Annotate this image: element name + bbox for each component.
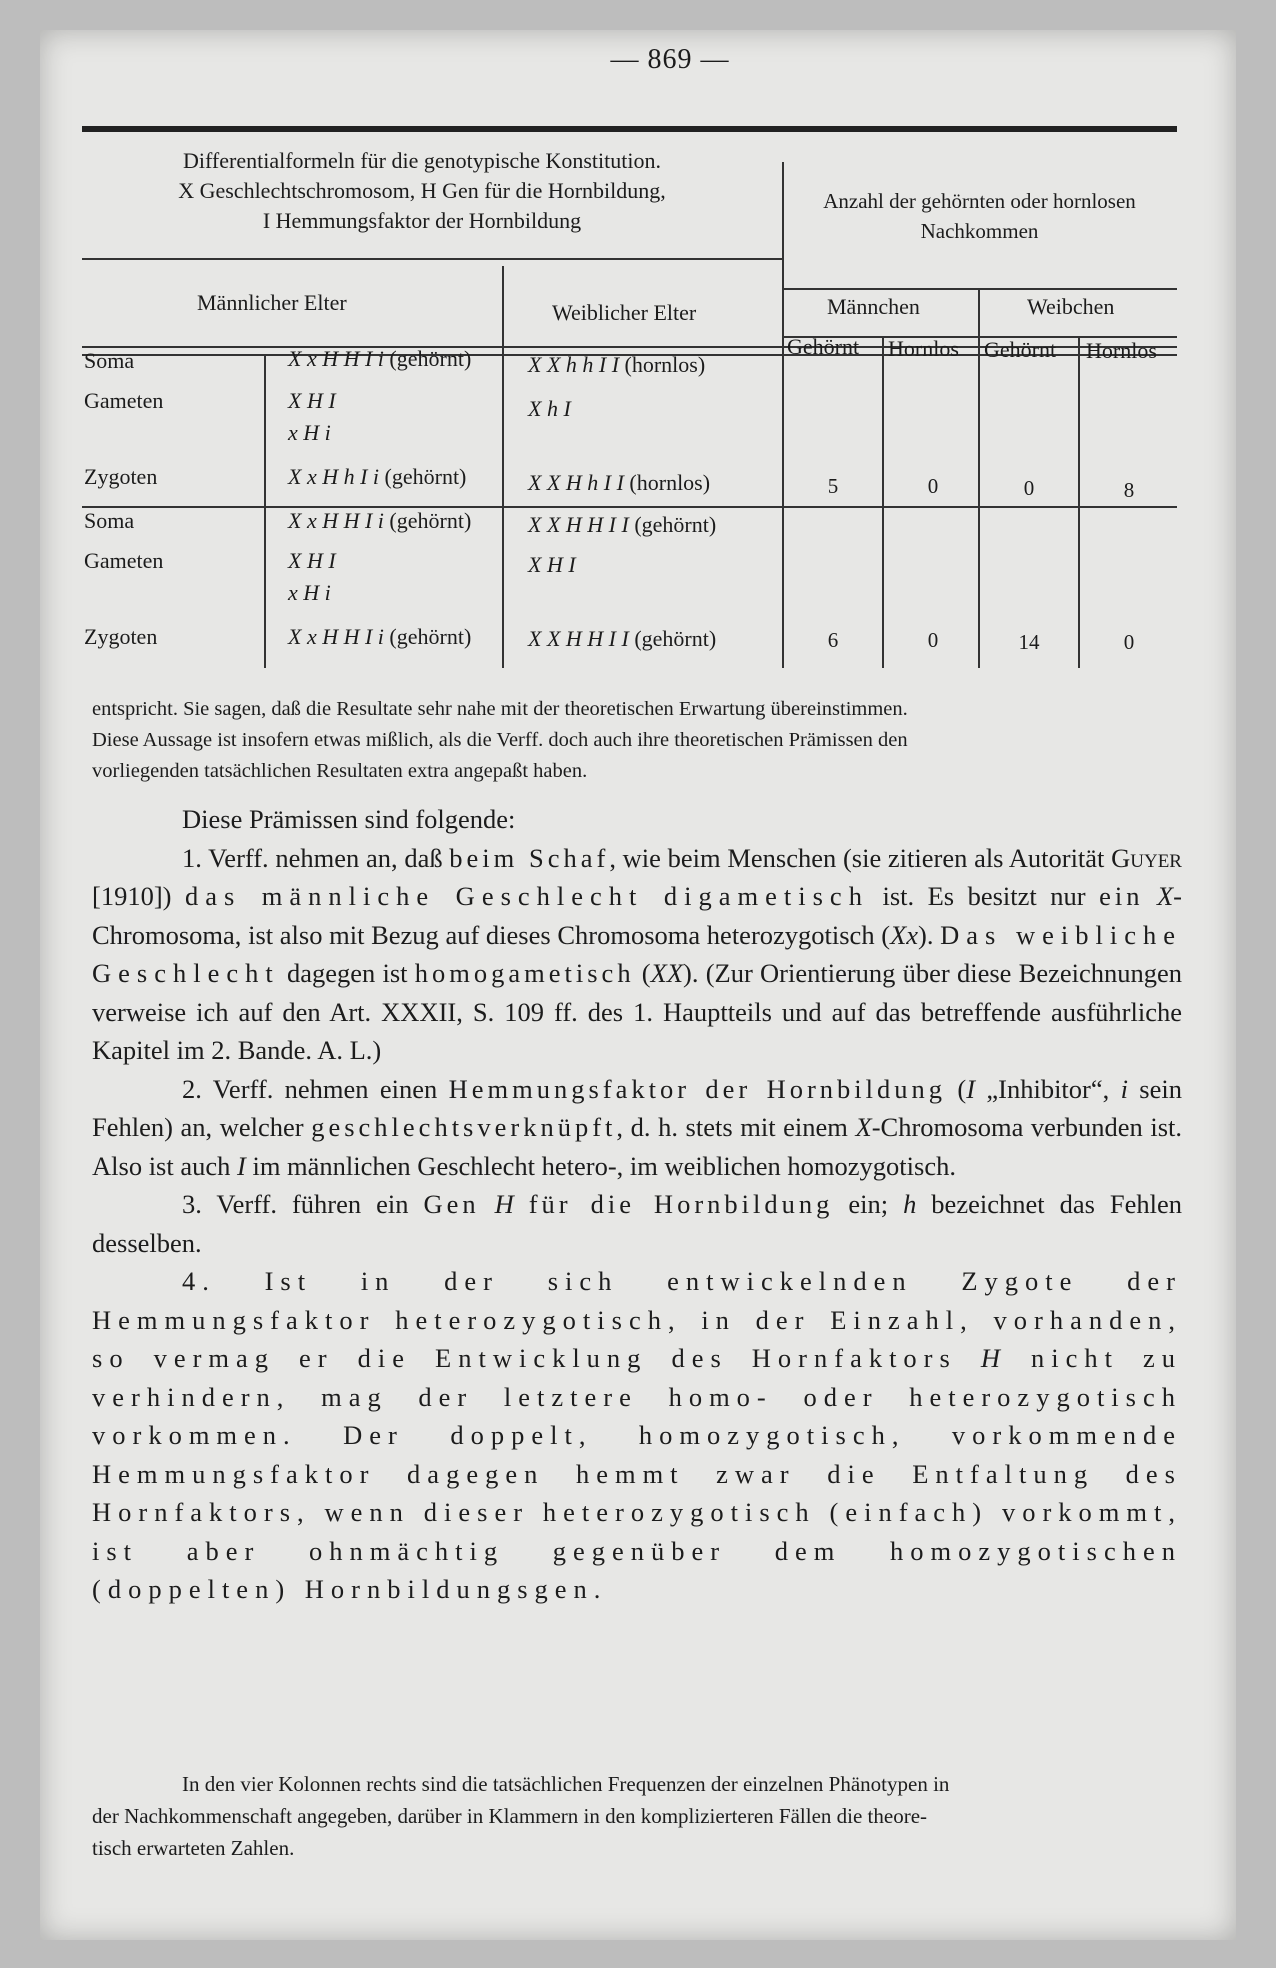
table-caption: Differentialformeln für die genotypische Konstitution. X Geschlechtschromosom, H Gen für die Hornbildung, I Hemmungsfaktor der Hornbildung: [178, 148, 666, 233]
row-label: Gameten: [84, 548, 164, 573]
male-parent-header: Männlicher Elter: [197, 290, 347, 315]
rule: [264, 354, 266, 668]
female-genotype: X X h h I I (hornlos): [528, 352, 706, 377]
count-cell: 5: [827, 474, 839, 498]
col-hornless-female: Hornlos: [1086, 338, 1157, 363]
page-number: — 869 —: [610, 44, 730, 75]
male-gamete: x H i: [288, 420, 331, 445]
rule: [882, 336, 884, 668]
count-cell: 8: [1123, 478, 1135, 502]
premise-4: 4. Ist in der sich entwickelnden Zygote der Hemmungsfaktor heterozygotisch, in der Einzahl, vorhanden, so vermag er die Entwicklung des Hornfaktors H nicht zu verhindern, mag der letztere homo- oder heterozygotisch vorkommen. Der doppelt, homozygotisch, vorkommende Hemmungsfaktor dagegen hemmt zwar die Entfaltung des Hornfaktors, wenn dieser heterozygotisch (einfach) vorkommt, ist aber ohnmächtig gegenüber dem homozygotischen (doppelten) Hornbildungsgen.: [92, 1266, 1182, 1604]
female-gamete: X H I: [528, 552, 576, 577]
male-zygote: X x H h I i (gehörnt): [288, 464, 467, 489]
row-label: Soma: [84, 508, 135, 533]
male-gamete: x H i: [288, 580, 331, 605]
male-zygote: X x H H I i (gehörnt): [288, 624, 472, 649]
premise-3: 3. Verff. führen ein Gen H für die Hornbildung ein; h bezeichnet das Fehlen desselben.: [92, 1189, 1183, 1258]
intro-paragraph: entspricht. Sie sagen, daß die Resultate sehr nahe mit der theoretischen Erwartung übereinstimmen. Diese Aussage ist insofern etwas mißlich, als die Verff. doch auch ihre theoretischen Prämissen den vorliegenden tatsächlichen Resultaten extra angepaßt haben.: [92, 698, 908, 782]
rule: [82, 258, 782, 260]
rule: [82, 506, 1177, 508]
males-header: Männchen: [827, 294, 920, 319]
col-hornless-male: Hornlos: [888, 336, 959, 361]
count-cell: 14: [1018, 630, 1040, 654]
male-genotype: X x H H I i (gehörnt): [288, 508, 472, 533]
row-label: Gameten: [84, 388, 164, 413]
premises-heading: Diese Prämissen sind folgende:: [182, 804, 516, 834]
count-cell: 0: [927, 628, 939, 652]
row-label: Zygoten: [84, 624, 158, 649]
premise-2: 2. Verff. nehmen einen Hemmungsfaktor der Hornbildung (I „Inhibitor“, i sein Fehlen) an, welcher geschlechtsverknüpft, d. h. stets mit einem X-Chromosoma verbunden ist. Also ist auch I im männlichen Geschlecht hetero-, im weiblichen homozygotisch.: [92, 1073, 1183, 1181]
female-genotype: X X H H I I (gehörnt): [528, 512, 717, 537]
female-zygote: X X H H I I (gehörnt): [528, 626, 717, 651]
genotype-table: [82, 138, 1177, 658]
count-cell: 0: [1023, 476, 1035, 500]
female-zygote: X X H h I I (hornlos): [528, 470, 711, 495]
main-text: [92, 800, 1182, 1609]
footnote: In den vier Kolonnen rechts sind die tatsächlichen Frequenzen der einzelnen Phänotypen in der Nachkommenschaft angegeben, darüber in Klammern in den komplizierteren Fällen die theore- tisch erwarteten Zahlen.: [92, 1772, 950, 1860]
offspring-header: Anzahl der gehörnten oder hornlosen Nachkommen: [823, 189, 1136, 243]
col-horned-female: Gehörnt: [984, 337, 1057, 362]
female-gamete: X h I: [528, 396, 571, 421]
count-cell: 0: [927, 474, 939, 498]
male-genotype: X x H H I i (gehörnt): [288, 346, 472, 371]
male-gamete: X H I: [288, 548, 336, 573]
rule: [978, 336, 980, 668]
female-parent-header: Weiblicher Elter: [552, 300, 697, 325]
row-label: Soma: [84, 348, 135, 373]
rule: [978, 288, 980, 336]
col-horned-male: Gehörnt: [787, 334, 860, 359]
male-gamete: X H I: [288, 388, 336, 413]
count-cell: 0: [1123, 630, 1135, 654]
row-label: Zygoten: [84, 464, 158, 489]
premise-1: 1. Verff. nehmen an, daß beim Schaf, wie beim Menschen (sie zitieren als Autorität Guyer [1910]) das männliche Geschlecht digametisch ist. Es besitzt nur ein X-Chromosoma, ist also mit Bezug auf dieses Chromosoma heterozygotisch (Xx). Das weibliche Geschlecht dagegen ist homogametisch (XX). (Zur Orientierung über diese Bezeichnungen verweise ich auf den Art. XXXII, S. 109 ff. des 1. Hauptteils und auf das betreffende ausführliche Kapitel im 2. Bande. A. L.): [92, 842, 1183, 1065]
females-header: Weibchen: [1027, 294, 1115, 319]
count-cell: 6: [827, 628, 839, 652]
rule: [502, 266, 504, 668]
table-top-rule: [82, 126, 1177, 132]
rule: [782, 162, 784, 668]
